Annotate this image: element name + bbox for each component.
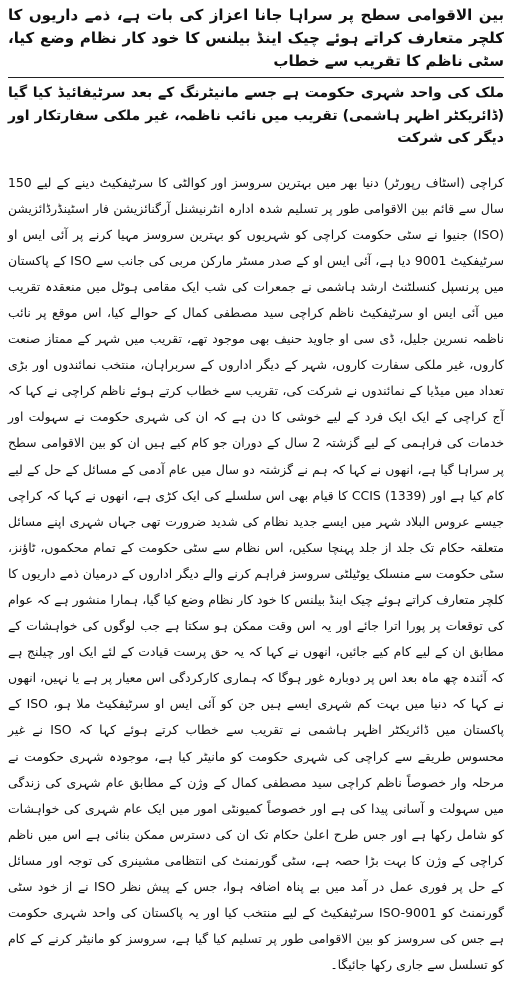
article-subheadline: ملک کی واحد شہری حکومت ہے جسے مانیٹرنگ کے بعد سرٹیفائیڈ کیا گیا (ڈائریکٹر اظہر ہاشمی) تقریب میں نائب ناظمہ، غیر ملکی سفارتکار اور دیگر کی شرکت — [8, 85, 504, 146]
headline-divider — [8, 77, 504, 78]
article-body: کراچی (اسٹاف رپورٹر) دنیا بھر میں بہترین سروسز اور کوالٹی کا سرٹیفکیٹ دینے کے لیے 150 سال سے قائم بین الاقوامی طور پر تسلیم شدہ ادارہ انٹرنیشنل آرگنائزیشن فار اسٹینڈرڈائزیشن (ISO) جنیوا نے سٹی حکومت کراچی کو شہریوں کو بہترین سروسز مہیا کرنے پر آئی ایس او سرٹیفکیٹ 9001 دیا ہے، آئی ایس او کے صدر مسٹر مارکن مربی کی جانب سے ISO کے پاکستان میں پرنسپل کنسلٹنٹ ارشد ہاشمی نے جمعرات کی شب ایک مقامی ہوٹل میں منعقدہ تقریب میں آئی ایس او سرٹیفکیٹ ناظم کراچی سید مصطفی کمال کے حوالے کیا، اس موقع پر نائب ناظمہ نسرین جلیل، ڈی سی او جاوید حنیف بھی موجود تھے، تقریب میں شہر کے ممتاز صنعت کاروں، غیر ملکی سفارت کاروں، شہر کے دیگر اداروں کے سربراہان، منتخب نمائندوں اور بڑی تعداد میں میڈیا کے نمائندوں نے شرکت کی، تقریب سے خطاب کرتے ہوئے ناظم کراچی نے کہا کہ آج کراچی کے ایک ایک فرد کے لیے خوشی کا دن ہے کہ ان کی شہری حکومت نے سہولت اور خدمات کی فراہمی کے لیے گزشتہ 2 سال کے دوران جو کام کیے ہیں ان کو بین الاقوامی سطح پر سراہا گیا ہے، انھوں نے کہا کہ ہم نے گزشتہ دو سال میں عام آدمی کے مسائل کے حل کے لیے کام کیا ہے اور CCIS (1339) کا قیام بھی اس سلسلے کی ایک کڑی ہے، انھوں نے کہا کہ کراچی جیسے عروس البلاد شہر میں ایسے جدید نظام کی شدید ضرورت تھی جہاں شہری اپنے مسائل متعلقہ حکام تک جلد از جلد پہنچا سکیں، اس نظام سے سٹی حکومت کے تمام محکموں، ٹاؤنز، سٹی حکومت سے منسلک یوٹیلٹی سروسز فراہم کرنے والے دیگر اداروں کے درمیان ذمے داریوں کا کلچر متعارف کراتے ہوئے چیک اینڈ بیلنس کا خود کار نظام وضع کیا گیا، ہمارا منشور ہے کہ عوام کی توقعات پر پورا اترا جائے اور یہ اس وقت ممکن ہو سکتا ہے جب لوگوں کی خواہشات کے مطابق ان کے لیے کام کیے جائیں، انھوں نے کہا کہ یہ حق پرست قیادت کے لئے ایک اور چیلنج ہے کہ آئندہ چھ ماہ بعد اس پر دوبارہ غور ہوگا کہ ہماری کارکردگی اس معیار پر ہے یا نہیں، انھوں نے کہا کہ دنیا میں بہت کم شہری ایسے ہیں جن کو آئی ایس او سرٹیفکیٹ ملا ہو، ISO کے پاکستان میں ڈائریکٹر اظہر ہاشمی نے تقریب سے خطاب کرتے ہوئے کہا کہ ISO نے غیر محسوس طریقے سے کراچی کی شہری حکومت کو مانیٹر کیا ہے، موجودہ شہری حکومت نے مرحلہ وار خصوصاً ناظم کراچی سید مصطفی کمال کے وژن کے مطابق عام شہری کی زندگی میں سہولت و آسانی پیدا کی ہے اور خصوصاً کمیونٹی امور میں ایک عام شہری کی خواہشات کو شامل رکھا ہے اور جس طرح اعلیٰ حکام تک ان کی دسترس ممکن بنائی ہے اس میں ناظم کراچی کے وژن کا بہت بڑا حصہ ہے، سٹی گورنمنٹ کی انتظامی مشینری کی توجہ اور مسائل کے حل پر فوری عمل در آمد میں بے پناہ اضافہ ہوا، جس کے پیش نظر ISO نے از خود سٹی گورنمنٹ کو ISO-9001 سرٹیفکیٹ کے لیے منتخب کیا اور یہ پاکستان کی واحد شہری حکومت ہے جس کی سروسز کو بین الاقوامی طور پر تسلیم کیا گیا ہے، سروسز کو مانیٹر کرنے کے کام کو تسلسل سے جاری رکھا جائیگا۔ — [8, 174, 505, 973]
article-headline: بین الاقوامی سطح پر سراہا جانا اعزاز کی بات ہے، ذمے داریوں کا کلچر متعارف کراتے ہوئے چیک اینڈ بیلنس کا خود کار نظام وضع کیا، سٹی ناظم کا تقریب سے خطاب — [8, 6, 504, 70]
